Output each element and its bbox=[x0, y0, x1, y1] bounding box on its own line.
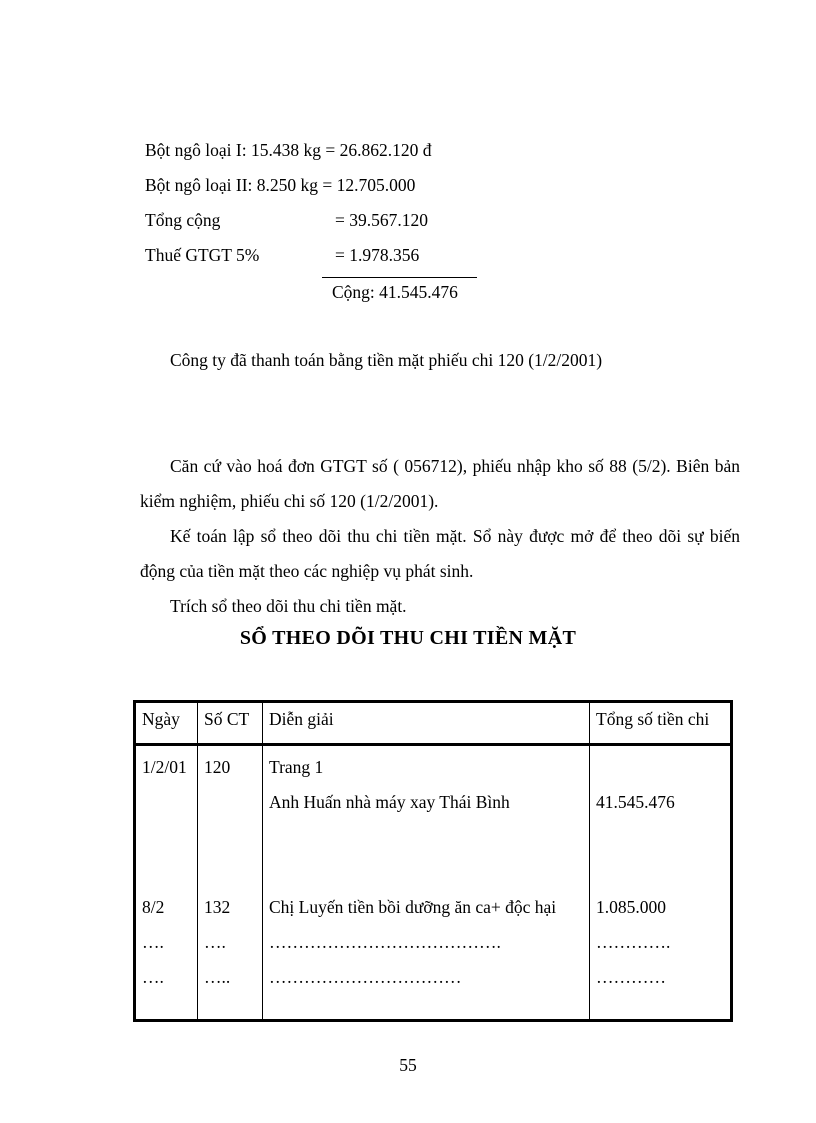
amount-cell: …………. bbox=[596, 932, 671, 952]
calc-line-corn-type-1: Bột ngô loại I: 15.438 kg = 26.862.120 đ bbox=[145, 140, 432, 160]
amount-cell bbox=[596, 855, 724, 890]
amount-column bbox=[590, 745, 732, 1021]
calc-line-corn-type-2: Bột ngô loại II: 8.250 kg = 12.705.000 bbox=[145, 175, 416, 195]
date-cell bbox=[142, 855, 191, 890]
paragraph-basis: Căn cứ vào hoá đơn GTGT số ( 056712), phiếu nhập kho số 88 (5/2). Biên bản kiểm nghiệm, phiếu chi số 120 (1/2/2001). bbox=[140, 456, 740, 511]
date-cell: 1/2/01 bbox=[142, 757, 187, 777]
doc-no-cell: 120 bbox=[204, 757, 231, 777]
doc-no-cell bbox=[204, 785, 256, 820]
paragraph-ledger-intro: Kế toán lập sổ theo dõi thu chi tiền mặt. Sổ này được mở để theo dõi sự biến động của tiền mặt theo các nghiệp vụ phát sinh. bbox=[140, 526, 740, 581]
page-number: 55 bbox=[399, 1055, 417, 1075]
doc-no-cell: …. bbox=[204, 932, 226, 952]
date-cell: …. bbox=[142, 932, 164, 952]
description-column bbox=[263, 745, 590, 1021]
header-description: Diễn giải bbox=[263, 702, 590, 745]
sum-divider bbox=[322, 277, 477, 278]
description-cell: Chị Luyến tiền bồi dưỡng ăn ca+ độc hại bbox=[269, 897, 557, 917]
amount-cell: 41.545.476 bbox=[596, 792, 675, 812]
cash-ledger-table bbox=[133, 700, 733, 1022]
date-column bbox=[135, 745, 198, 1021]
ledger-title: SỔ THEO DÕI THU CHI TIỀN MẶT bbox=[239, 627, 577, 649]
description-cell bbox=[269, 855, 583, 890]
payment-note: Công ty đã thanh toán bằng tiền mặt phiếu chi 120 (1/2/2001) bbox=[170, 350, 603, 370]
amount-cell: ………… bbox=[596, 967, 666, 987]
subtotal-value: = 39.567.120 bbox=[335, 210, 428, 230]
date-cell bbox=[142, 820, 191, 855]
header-doc-no: Số CT bbox=[198, 702, 263, 745]
date-cell bbox=[142, 785, 191, 820]
description-cell: Anh Huấn nhà máy xay Thái Bình bbox=[269, 792, 510, 812]
tax-label: Thuế GTGT 5% bbox=[145, 245, 260, 265]
total-value: Cộng: 41.545.476 bbox=[332, 282, 458, 302]
description-cell bbox=[269, 820, 583, 855]
table-row bbox=[135, 745, 732, 1021]
doc-no-cell: ….. bbox=[204, 967, 231, 987]
description-cell: Trang 1 bbox=[269, 757, 324, 777]
table-header-row bbox=[135, 702, 732, 745]
date-cell: 8/2 bbox=[142, 897, 165, 917]
tax-value: = 1.978.356 bbox=[335, 245, 420, 265]
description-cell: …………………………… bbox=[269, 967, 462, 987]
doc-no-cell bbox=[204, 820, 256, 855]
amount-cell bbox=[596, 750, 724, 785]
doc-no-column bbox=[198, 745, 263, 1021]
header-date: Ngày bbox=[135, 702, 198, 745]
description-cell: …………………………………. bbox=[269, 932, 501, 952]
doc-no-cell bbox=[204, 855, 256, 890]
header-total-spent: Tổng số tiền chi bbox=[590, 702, 732, 745]
date-cell: …. bbox=[142, 967, 164, 987]
subtotal-label: Tổng cộng bbox=[145, 210, 221, 230]
amount-cell bbox=[596, 820, 724, 855]
amount-cell: 1.085.000 bbox=[596, 897, 666, 917]
doc-no-cell: 132 bbox=[204, 897, 231, 917]
paragraph-excerpt: Trích sổ theo dõi thu chi tiền mặt. bbox=[170, 596, 407, 616]
